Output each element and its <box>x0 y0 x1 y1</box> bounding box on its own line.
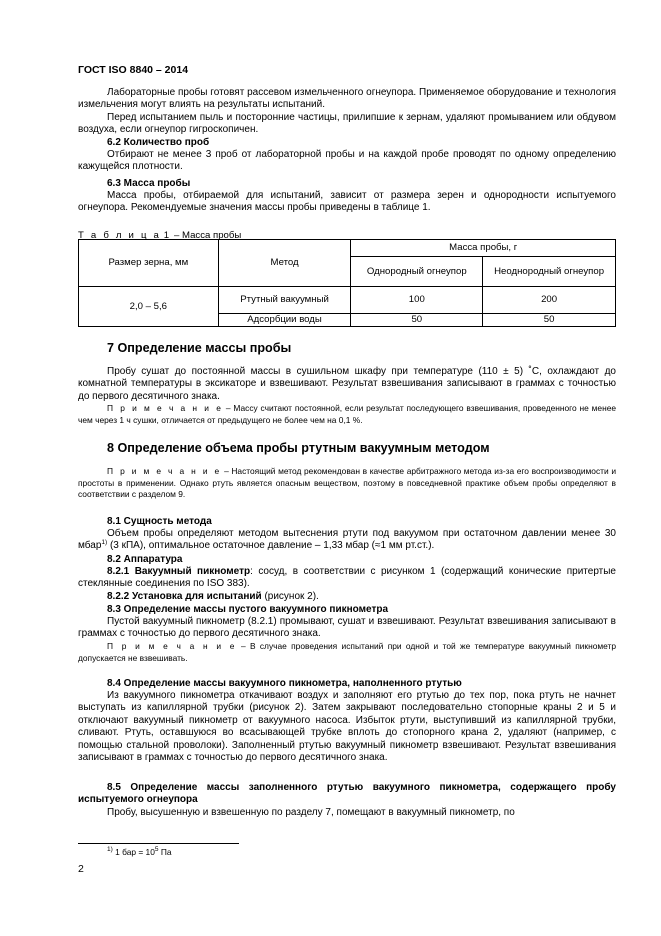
footnote-exponent: 5 <box>154 846 159 853</box>
table-caption-label: Т а б л и ц а <box>78 230 162 241</box>
section-8-note <box>78 466 616 501</box>
section-8-3-text: Пустой вакуумный пикнометр (8.2.1) промывают, сушат и взвешивают. Результат взвешивания записывают в граммах с точностью до первого десятичного знака. <box>78 616 616 640</box>
footnote <box>107 847 172 857</box>
table-cell-method-mercury: Ртутный вакуумный <box>218 287 351 314</box>
note-label: П р и м е ч а н и е <box>107 403 224 413</box>
section-8-1-text <box>78 528 616 553</box>
note-text: – В случае проведения испытаний при одной и той же температуре вакуумный пикнометр допускается не взвешивать. <box>78 641 617 663</box>
note-text: – Настоящий метод рекомендован в качестве арбитражного метода из-за его воспроизводимости и простоты в применении. Однако ртуть является опасным веществом, поэтому в повседневной практике объем пробы определяют в соответствии с разделом 9. <box>78 466 616 500</box>
footnote-text-a: 1 бар = 10 <box>112 847 155 857</box>
note-text: – Массу считают постоянной, если результат последующего взвешивания, проведенного не менее чем через 1 ч сушки, отличается от предыдущего не более чем на 0,1 %. <box>78 403 617 425</box>
paragraph-cleaning: Перед испытанием пыль и посторонние частицы, прилипшие к зернам, удаляют промыванием или обдувом воздуха, если огнеупор гигроскопичен. <box>78 112 616 136</box>
section-8-4-title: 8.4 Определение массы вакуумного пикнометра, наполненного ртутью <box>107 678 462 689</box>
section-6-3-title: 6.3 Масса пробы <box>107 178 191 189</box>
table-header-method: Метод <box>218 240 351 287</box>
table-cell-water-homogeneous: 50 <box>351 314 483 327</box>
section-8-1-title: 8.1 Сущность метода <box>107 516 212 527</box>
section-8-3-title: 8.3 Определение массы пустого вакуумного пикнометра <box>107 604 389 615</box>
section-8-2-2 <box>78 591 616 603</box>
table-cell-size: 2,0 – 5,6 <box>79 287 219 327</box>
footnote-divider <box>78 843 239 844</box>
page-number: 2 <box>78 863 84 875</box>
mass-table <box>78 239 616 327</box>
section-7-heading: 7 Определение массы пробы <box>107 341 292 355</box>
table-cell-mercury-homogeneous: 100 <box>351 287 483 314</box>
section-6-3-text: Масса пробы, отбираемой для испытаний, зависит от размера зерен и однородности испытуемого огнеупора. Рекомендуемые значения массы пробы приведены в таблице 1. <box>78 190 616 214</box>
section-8-4-text: Из вакуумного пикнометра откачивают воздух и заполняют его ртутью до тех пор, пока ртуть не начнет выступать из капиллярной трубки (рисунок 2). Затем закрывают последовательно стопорные краны 2 и 5 и отключают вакуумный пикнометр от вакуумного насоса. Избыток ртути, выступивший из капиллярной трубки, сливают. Ртуть, оставшуюся во всасывающей трубке вплоть до стопорного крана 2, удаляют (например, с помощью стальной проволоки). Заполненный ртутью вакуумный пикнометр взвешивают. Результат взвешивания записывают в граммах с точностью до первого десятичного знака. <box>78 690 616 764</box>
table-caption-number: 1 <box>163 230 172 241</box>
s81-text-b: (3 кПА), оптимальное остаточное давление – 1,33 мбар (≈1 мм рт.ст.). <box>107 540 435 552</box>
section-8-5-title: 8.5 Определение массы заполненного ртутью вакуумного пикнометра, содержащего пробу испытуемого огнеупора <box>78 782 616 806</box>
table-caption-text: – Масса пробы <box>173 230 242 241</box>
section-8-2-title: 8.2 Аппаратура <box>107 554 183 565</box>
table-cell-mercury-heterogeneous: 200 <box>483 287 616 314</box>
section-7-text: Пробу сушат до постоянной массы в сушильном шкафу при температуре (110 ± 5) ˚С, охлаждают до комнатной температуры в эксикаторе и взвешивают. Результат взвешивания записывают в граммах с точностью до первого десятичного знака. <box>78 366 616 402</box>
note-label: П р и м е ч а н и е <box>107 641 237 651</box>
table-header-mass: Масса пробы, г <box>351 240 616 257</box>
section-7-note <box>78 403 616 426</box>
footnote-ref: 1) <box>101 539 108 547</box>
note-label: П р и м е ч а н и е <box>107 466 222 476</box>
s822-title: 8.2.2 Установка для испытаний <box>107 591 262 602</box>
paragraph-preparation: Лабораторные пробы готовят рассевом измельченного огнеупора. Применяемое оборудование и технология измельчения могут влиять на результаты испытаний. <box>78 87 616 111</box>
table-cell-water-heterogeneous: 50 <box>483 314 616 327</box>
table-header-size: Размер зерна, мм <box>79 240 219 287</box>
table-cell-method-water: Адсорбции воды <box>218 314 351 327</box>
s821-title: 8.2.1 Вакуумный пикнометр <box>107 566 251 577</box>
footnote-marker: 1) <box>107 846 113 853</box>
section-8-5-text: Пробу, высушенную и взвешенную по разделу 7, помещают в вакуумный пикнометр, по <box>107 807 515 818</box>
table-header-homogeneous: Однородный огнеупор <box>351 257 483 287</box>
table-header-heterogeneous: Неоднородный огнеупор <box>483 257 616 287</box>
section-8-heading: 8 Определение объема пробы ртутным вакуумным методом <box>107 441 490 455</box>
s822-text: (рисунок 2). <box>261 591 319 602</box>
section-8-3-note <box>78 641 616 664</box>
document-header: ГОСТ ISO 8840 – 2014 <box>78 64 189 76</box>
section-6-2-title: 6.2 Количество проб <box>107 137 210 148</box>
section-6-2-text: Отбирают не менее 3 проб от лабораторной пробы и на каждой пробе проводят по одному определению кажущейся плотности. <box>78 149 616 173</box>
section-8-2-1 <box>78 566 616 591</box>
footnote-text-b: Па <box>158 847 172 857</box>
s81-text-a: Объем пробы определяют методом вытеснения ртути под вакуумом при остаточном давлении менее 30 мбар <box>78 528 616 552</box>
s821-text: : сосуд, в соответствии с рисунком 1 (содержащий конические притертые стеклянные соединения по ISO 383). <box>78 566 616 590</box>
